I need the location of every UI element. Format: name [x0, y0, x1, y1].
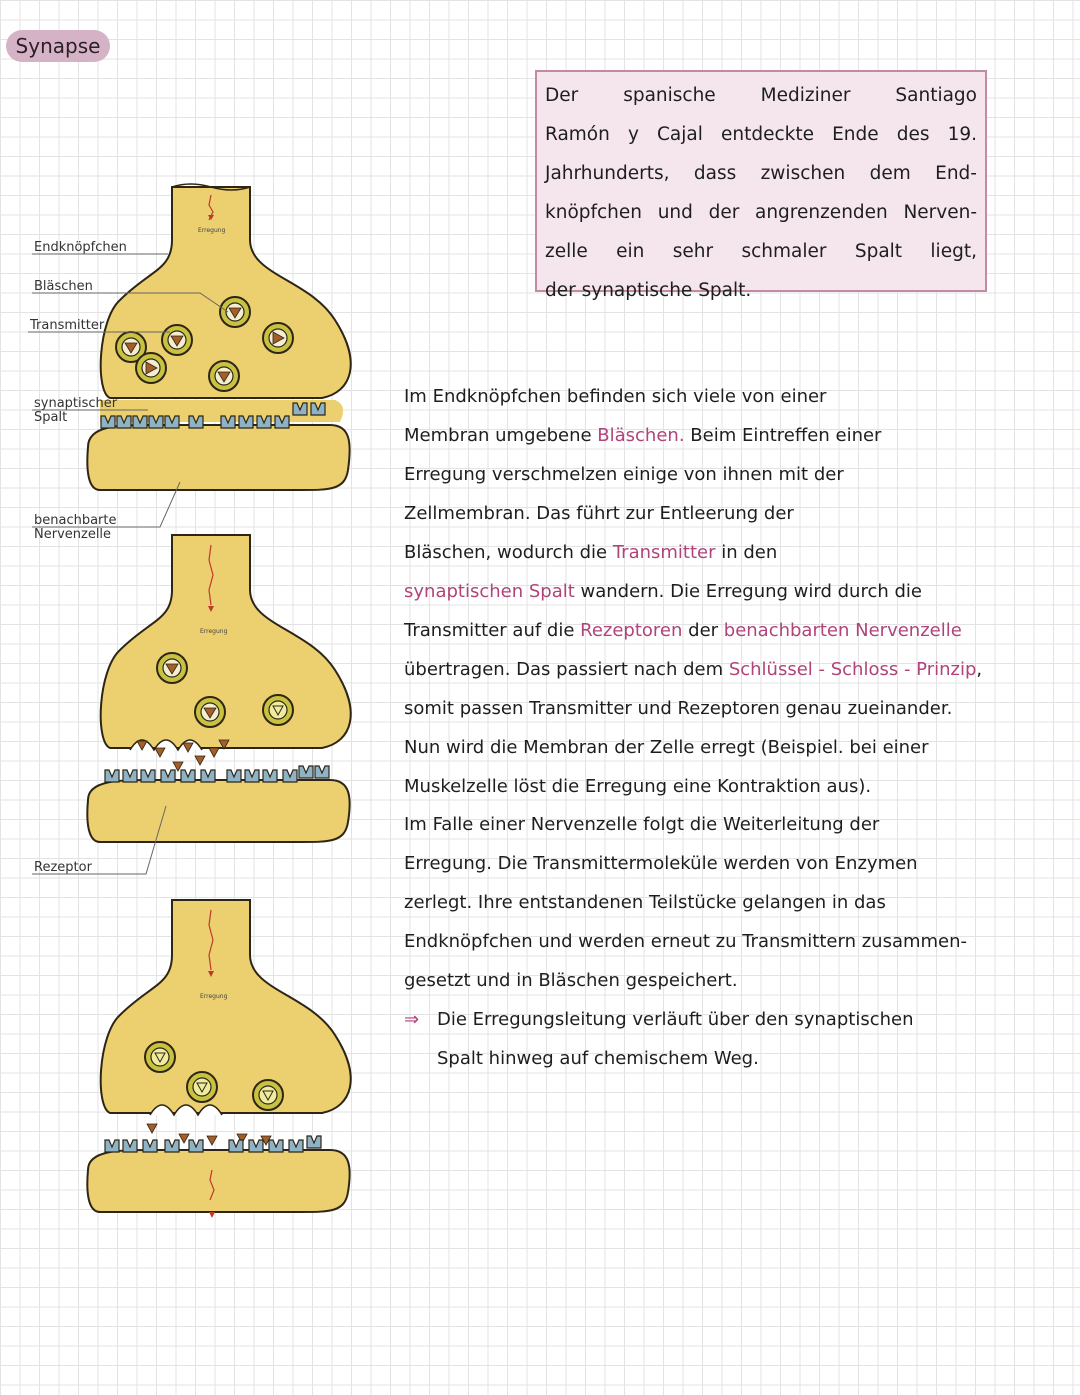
word: Ende: [832, 123, 879, 145]
text-span: der: [682, 619, 724, 641]
word: 19.: [947, 123, 977, 145]
word: zelle: [545, 240, 588, 262]
page-title: Synapse: [6, 30, 110, 62]
text-line: Zellmembran. Das führt zur Entleerung der: [404, 502, 794, 524]
word: Cajal: [657, 123, 703, 145]
term-schluessel-schloss-prinzip: Schlüssel - Schloss - Prinzip: [728, 658, 977, 680]
word: y: [627, 123, 639, 145]
term-transmitter: Transmitter: [612, 541, 716, 563]
word: spanische: [623, 85, 716, 106]
erregung-label: Erregung: [200, 993, 228, 1000]
synapse-stage-2: [87, 535, 350, 842]
word: entdeckte: [720, 123, 814, 145]
label-rezeptor: Rezeptor: [34, 860, 92, 875]
word: und: [657, 201, 693, 223]
synapse-stage-1: [87, 184, 350, 490]
text-span: Bläschen, wodurch die: [404, 541, 613, 563]
text-line: Nun wird die Membran der Zelle erregt (Beispiel. bei einer: [404, 736, 929, 758]
main-text: [404, 378, 1069, 1079]
word: dass: [693, 162, 737, 184]
info-line-3: [545, 155, 977, 194]
label-endknoepfchen: Endknöpfchen: [34, 240, 127, 255]
text-line: Erregung verschmelzen einige von ihnen mit der: [404, 463, 844, 485]
info-line-5: [545, 233, 977, 272]
implies-arrow-icon: ⇒: [404, 1009, 420, 1031]
info-line-4: [545, 194, 977, 233]
text-line: Erregung. Die Transmittermoleküle werden von Enzymen: [404, 853, 918, 875]
text-span: in den: [715, 541, 778, 563]
conclusion-line-1: [404, 1001, 1069, 1040]
text-line: [404, 573, 1069, 612]
synapse-stage-3: [87, 900, 350, 1218]
word: Nerven-: [903, 201, 977, 223]
conclusion-line-2: Spalt hinweg auf chemischem Weg.: [437, 1048, 759, 1070]
word: schmaler: [741, 240, 827, 262]
label-spalt-2: Spalt: [34, 410, 68, 425]
word: sehr: [672, 240, 714, 262]
word: Jahrhunderts,: [545, 162, 670, 184]
word: Mediziner: [760, 85, 851, 106]
info-line-1: [545, 77, 977, 116]
word: knöpfchen: [545, 201, 643, 223]
text-line: [404, 612, 1069, 651]
text-span: Beim Eintreffen einer: [684, 424, 882, 446]
word: dem: [869, 162, 911, 184]
word: Spalt: [854, 240, 903, 262]
word: Der: [545, 85, 579, 106]
text-span: Transmitter auf die: [404, 619, 581, 641]
erregung-label: Erregung: [200, 628, 228, 635]
term-benachbarte-nervenzelle: benachbarten Nervenzelle: [723, 619, 962, 641]
text-span: Membran umgebene: [404, 424, 598, 446]
label-transmitter: Transmitter: [30, 318, 105, 333]
label-nervenzelle-2: Nervenzelle: [34, 527, 112, 542]
text-span: ,: [976, 658, 983, 680]
text-span: Die Erregungsleitung verläuft über den synaptischen: [437, 1009, 914, 1031]
word: Santiago: [895, 85, 977, 106]
text-line: [404, 417, 1069, 456]
erregung-label: Erregung: [198, 227, 226, 234]
label-spalt-1: synaptischer: [34, 396, 118, 411]
text-line: Im Falle einer Nervenzelle folgt die Weiterleitung der: [404, 814, 880, 836]
text-line: Muskelzelle löst die Erregung eine Kontraktion aus).: [404, 775, 872, 797]
text-line: somit passen Transmitter und Rezeptoren genau zueinander.: [404, 697, 953, 719]
word: End-: [935, 162, 977, 184]
info-line-2: [545, 116, 977, 155]
word: angrenzenden: [754, 201, 888, 223]
word: des: [896, 123, 930, 145]
term-synaptischer-spalt: synaptischen Spalt: [404, 580, 575, 602]
text-line: zerlegt. Ihre entstandenen Teilstücke gelangen in das: [404, 892, 886, 914]
term-rezeptoren: Rezeptoren: [580, 619, 683, 641]
info-box: [535, 70, 987, 301]
synapse-diagram: [0, 160, 380, 1240]
text-line: Im Endknöpfchen befinden sich viele von einer: [404, 386, 827, 407]
text-line: [404, 534, 1069, 573]
text-line: Endknöpfchen und werden erneut zu Transmittern zusammen-: [404, 931, 968, 953]
text-span: wandern. Die Erregung wird durch die: [574, 580, 923, 602]
term-blaeschen: Bläschen.: [597, 424, 685, 446]
word: liegt,: [930, 240, 977, 262]
word: zwischen: [760, 162, 846, 184]
text-line: gesetzt und in Bläschen gespeichert.: [404, 970, 738, 992]
label-blaeschen: Bläschen: [34, 279, 93, 294]
word: der: [708, 201, 740, 223]
text-line: [404, 651, 1069, 690]
word: Ramón: [545, 123, 610, 145]
label-nervenzelle-1: benachbarte: [34, 513, 117, 528]
info-line-6: der synaptische Spalt.: [545, 279, 752, 301]
text-span: übertragen. Das passiert nach dem: [404, 658, 729, 680]
word: ein: [616, 240, 645, 262]
